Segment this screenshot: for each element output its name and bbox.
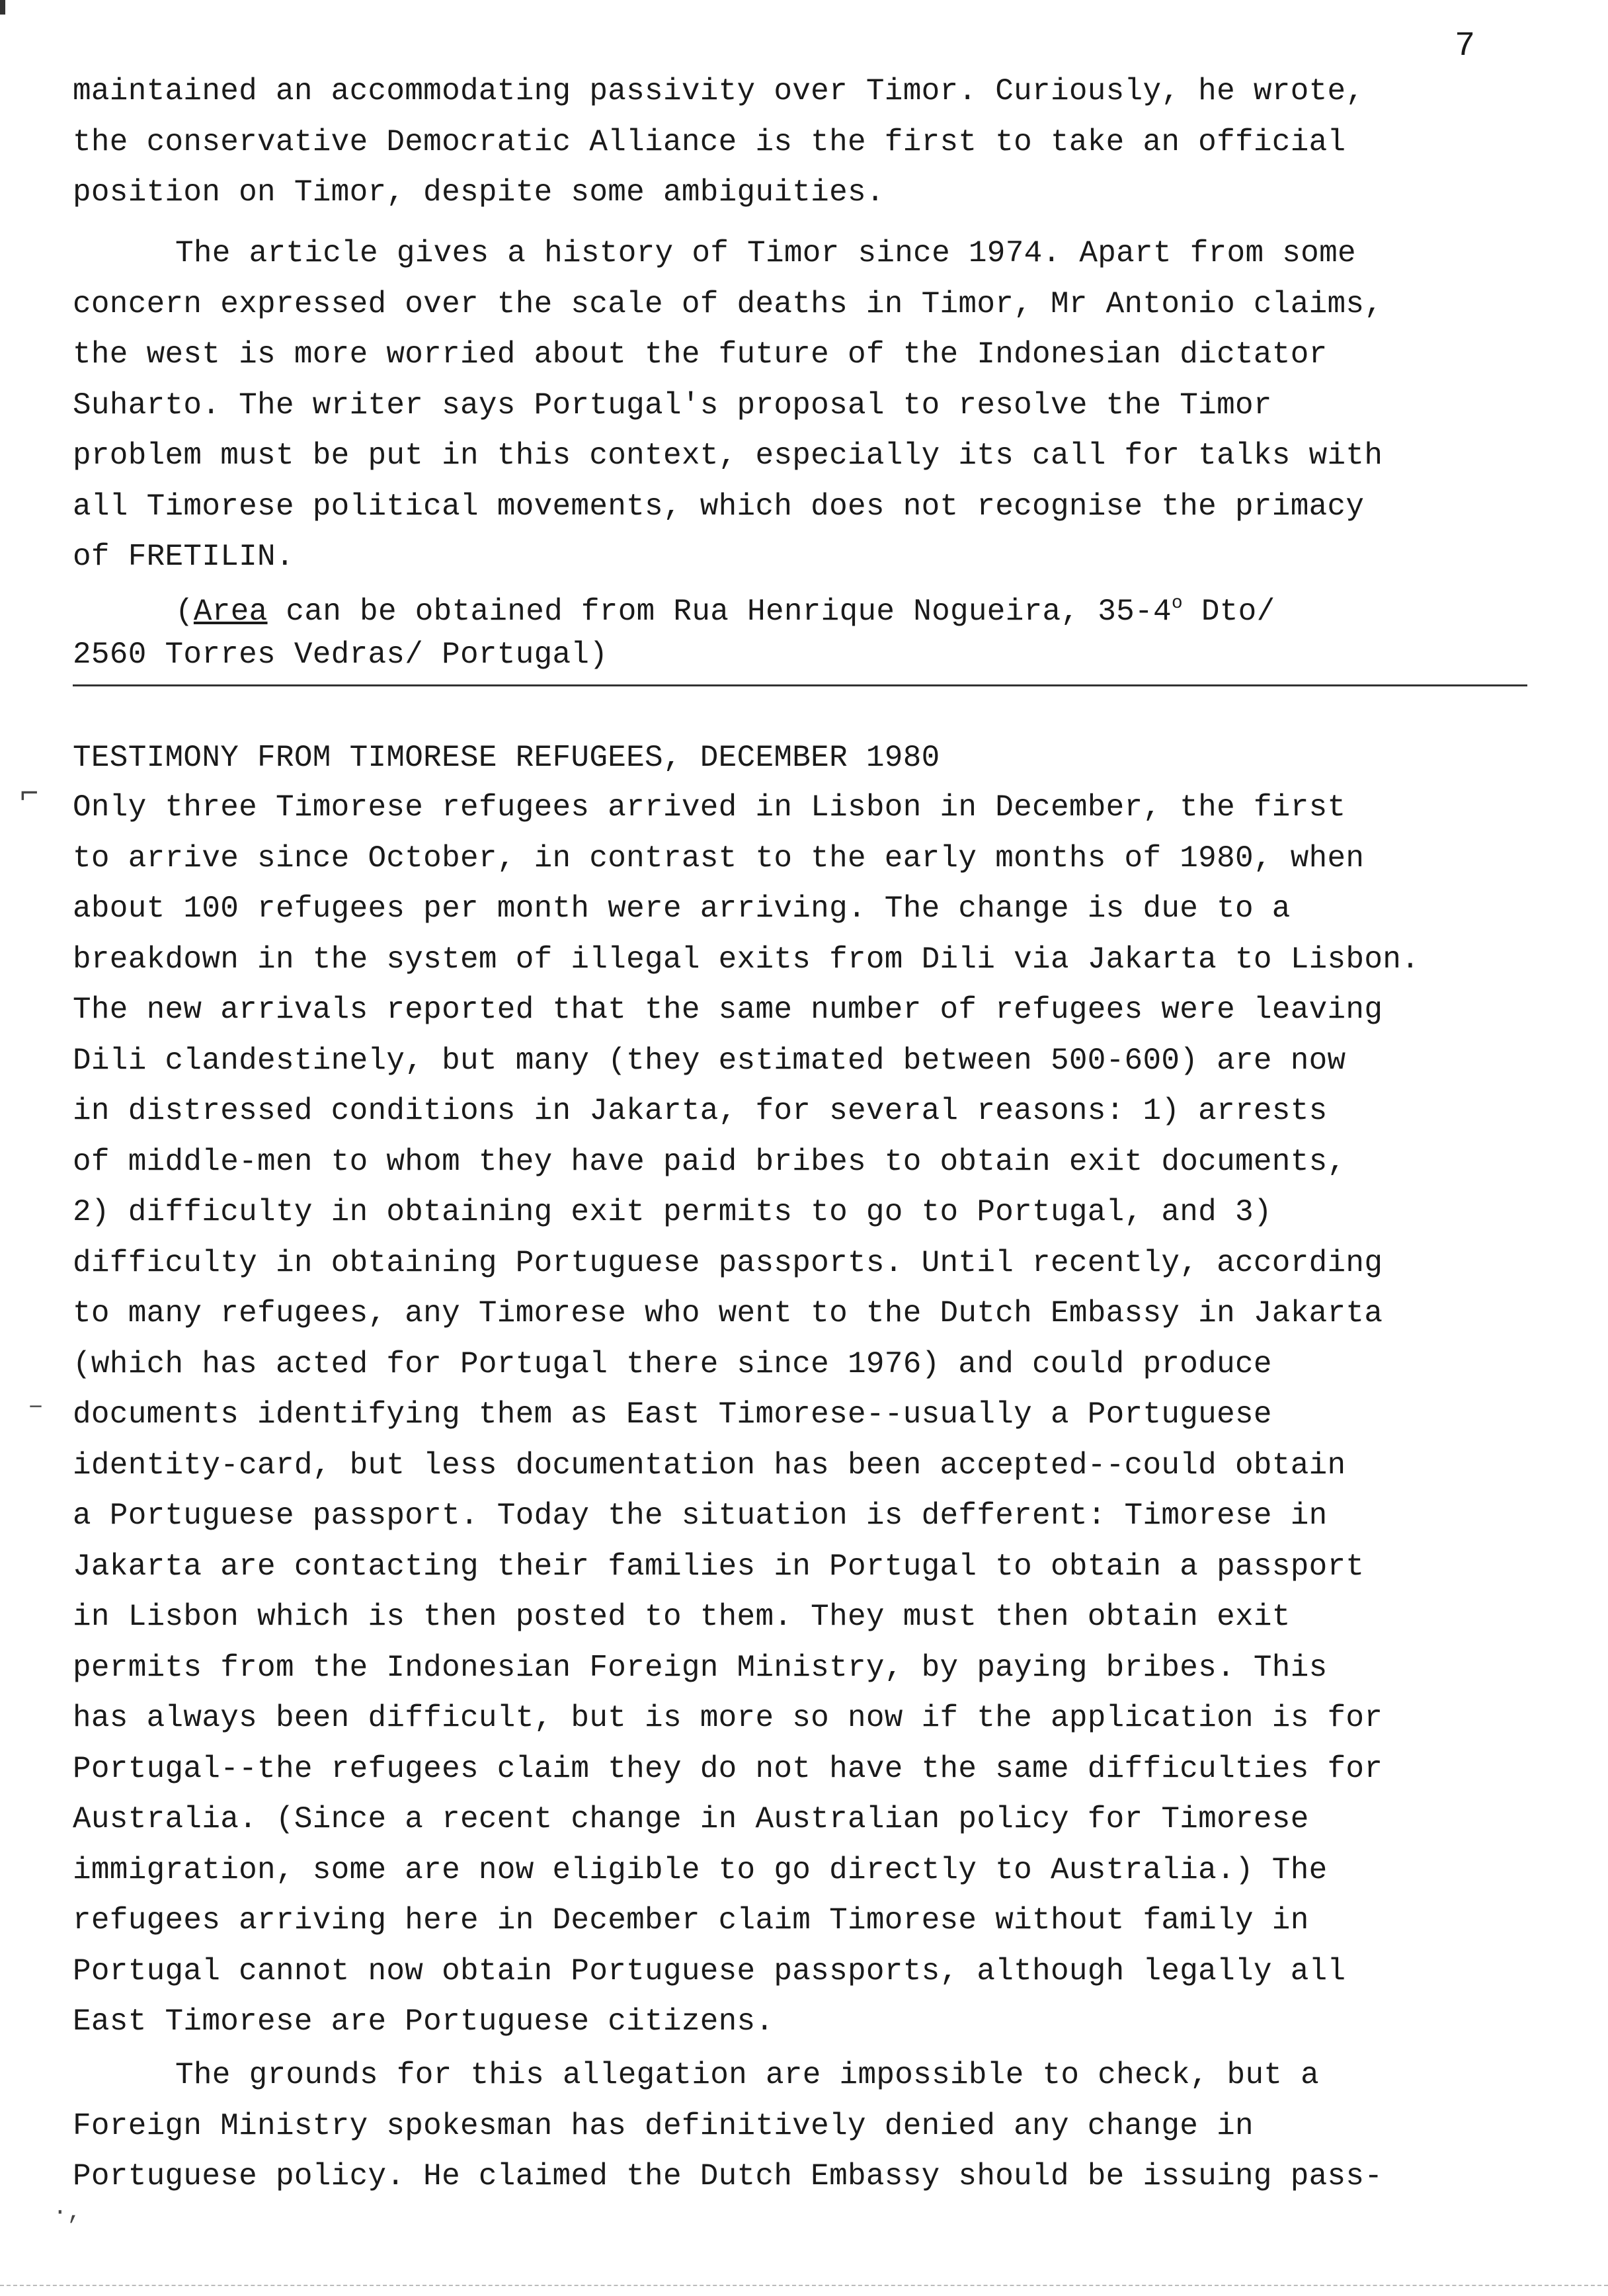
text-line: The new arrivals reported that the same number of refugees were leaving [73, 993, 1383, 1027]
margin-dash-mark: – [28, 1392, 44, 1422]
text-line: identity-card, but less documentation has been accepted--could obtain [73, 1448, 1346, 1483]
open-paren: ( [175, 594, 194, 629]
scan-corner-mark [0, 0, 5, 15]
text-line: (which has acted for Portugal there since 1976) and could produce [73, 1346, 1272, 1381]
text-line: a Portuguese passport. Today the situation is defferent: Timorese in [73, 1498, 1328, 1533]
text-line: the conservative Democratic Alliance is the first to take an official [73, 124, 1346, 159]
text-line: breakdown in the system of illegal exits from Dili via Jakarta to Lisbon. [73, 942, 1420, 977]
text-line: refugees arriving here in December claim Timorese without family in [73, 1903, 1309, 1938]
text-line: to arrive since October, in contrast to the early months of 1980, when [73, 840, 1365, 876]
ministry-paragraph [73, 2050, 1554, 2202]
text-line: position on Timor, despite some ambiguities. [73, 175, 885, 210]
text-line: Foreign Ministry spokesman has definitively denied any change in [73, 2108, 1254, 2143]
text-line: maintained an accommodating passivity over Timor. Curiously, he wrote, [73, 74, 1365, 108]
scan-bottom-edge [0, 2285, 1608, 2286]
text-line: Portugal cannot now obtain Portuguese passports, although legally all [73, 1953, 1346, 1988]
text-line: about 100 refugees per month were arriving. The change is due to a [73, 891, 1291, 926]
text-line: 2) difficulty in obtaining exit permits to go to Portugal, and 3) [73, 1195, 1272, 1229]
text-line: the west is more worried about the future of the Indonesian dictator [73, 337, 1328, 372]
address-line-1 [73, 579, 1554, 630]
text-line: Suharto. The writer says Portugal's proposal to resolve the Timor [73, 388, 1272, 423]
text-line: Only three Timorese refugees arrived in Lisbon in December, the first [73, 790, 1346, 825]
address-end: Dto/ [1182, 594, 1275, 629]
text-line: immigration, some are now eligible to go directly to Australia.) The [73, 1852, 1328, 1887]
continuation-paragraph [73, 66, 1554, 218]
text-line: has always been difficult, but is more so now if the application is for [73, 1701, 1383, 1735]
text-line: of FRETILIN. [73, 540, 294, 574]
text-line: Dili clandestinely, but many (they estimated between 500-600) are now [73, 1043, 1346, 1078]
text-line: The grounds for this allegation are impossible to check, but a [175, 2058, 1320, 2092]
text-line: of middle-men to whom they have paid bribes to obtain exit documents, [73, 1144, 1346, 1179]
text-line: all Timorese political movements, which does not recognise the primacy [73, 489, 1365, 524]
article-paragraph [73, 228, 1554, 583]
text-line: documents identifying them as East Timorese--usually a Portuguese [73, 1397, 1272, 1432]
text-line: difficulty in obtaining Portuguese passports. Until recently, according [73, 1245, 1383, 1280]
text-line: permits from the Indonesian Foreign Ministry, by paying bribes. This [73, 1650, 1328, 1685]
section-heading: TESTIMONY FROM TIMORESE REFUGEES, DECEMBER 1980 [73, 741, 940, 775]
text-line: Jakarta are contacting their families in Portugal to obtain a passport [73, 1549, 1365, 1584]
text-line: problem must be put in this context, especially its call for talks with [73, 438, 1383, 473]
text-line: concern expressed over the scale of deaths in Timor, Mr Antonio claims, [73, 286, 1383, 321]
text-line: Portugal--the refugees claim they do not have the same difficulties for [73, 1751, 1383, 1786]
section-divider [73, 684, 1527, 686]
testimony-paragraph [73, 782, 1554, 2047]
text-line: to many refugees, any Timorese who went to the Dutch Embassy in Jakarta [73, 1296, 1383, 1331]
scan-speck: ·, [53, 2199, 82, 2226]
text-line: Australia. (Since a recent change in Australian policy for Timorese [73, 1802, 1309, 1836]
text-line: The article gives a history of Timor since 1974. Apart from some [175, 236, 1356, 270]
page-number: 7 [1455, 26, 1476, 65]
address-text: can be obtained from Rua Henrique Nogueira, 35-4 [267, 594, 1172, 629]
margin-pen-mark: ⌐ [20, 777, 39, 813]
text-line: Portuguese policy. He claimed the Dutch Embassy should be issuing pass- [73, 2159, 1383, 2194]
address-line-2: 2560 Torres Vedras/ Portugal) [73, 637, 608, 672]
text-line: in Lisbon which is then posted to them. They must then obtain exit [73, 1600, 1291, 1634]
address-paragraph [73, 579, 1554, 680]
publication-name: Area [193, 594, 268, 629]
degree-mark: o [1171, 593, 1183, 614]
text-line: East Timorese are Portuguese citizens. [73, 2004, 774, 2039]
text-line: in distressed conditions in Jakarta, for several reasons: 1) arrests [73, 1094, 1328, 1128]
